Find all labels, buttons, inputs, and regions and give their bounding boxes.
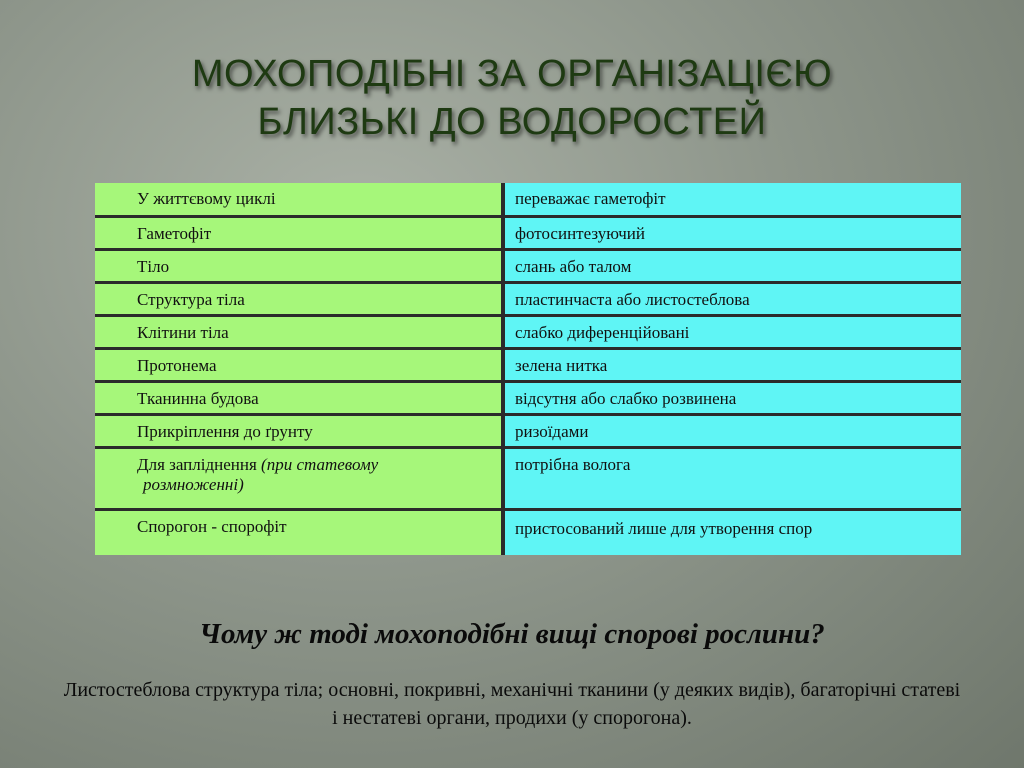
table-row: [95, 414, 961, 447]
table-row: [95, 509, 961, 555]
table-row: [95, 348, 961, 381]
row-value: пластинчаста або листостеблова: [503, 282, 961, 315]
row-label: Для запліднення: [137, 454, 257, 474]
table-row: [95, 447, 961, 509]
row-value: відсутня або слабко розвинена: [503, 381, 961, 414]
row-label-cell: [95, 447, 503, 509]
table-row: [95, 282, 961, 315]
row-label-note: (при статевому: [261, 454, 379, 474]
table-row: [95, 216, 961, 249]
row-value: слань або талом: [503, 249, 961, 282]
table-row: [95, 381, 961, 414]
row-label-note-continued: розмноженні): [143, 474, 244, 494]
table-row: [95, 315, 961, 348]
comparison-table: [95, 183, 961, 555]
slide-title: [0, 50, 1024, 146]
row-value: зелена нитка: [503, 348, 961, 381]
row-label: Тканинна будова: [95, 381, 503, 414]
row-value: слабко диференційовані: [503, 315, 961, 348]
row-label: Структура тіла: [95, 282, 503, 315]
table-row: [95, 183, 961, 216]
table-row: [95, 249, 961, 282]
row-value: пристосований лише для утворення спор: [503, 509, 961, 555]
answer-text: Листостеблова структура тіла; основні, покривні, механічні тканини (у деяких видів), багаторічні статеві і нестатеві органи, продихи (у спорогона).: [63, 679, 961, 729]
row-value: ризоїдами: [503, 414, 961, 447]
title-line-2: БЛИЗЬКІ ДО ВОДОРОСТЕЙ: [257, 101, 767, 143]
row-label: Клітини тіла: [95, 315, 503, 348]
row-value: переважає гаметофіт: [503, 183, 961, 216]
title-line-1: МОХОПОДІБНІ ЗА ОРГАНІЗАЦІЄЮ: [191, 53, 833, 95]
row-label: Гаметофіт: [95, 216, 503, 249]
row-label: У життєвому циклі: [95, 183, 503, 216]
row-label: Прикріплення до ґрунту: [95, 414, 503, 447]
row-label: Протонема: [95, 348, 503, 381]
row-value: фотосинтезуючий: [503, 216, 961, 249]
row-label: Тіло: [95, 249, 503, 282]
row-value: потрібна волога: [503, 447, 961, 509]
row-label: Спорогон - спорофіт: [95, 509, 503, 555]
question-text: Чому ж тоді мохоподібні вищі спорові рослини?: [199, 618, 825, 650]
